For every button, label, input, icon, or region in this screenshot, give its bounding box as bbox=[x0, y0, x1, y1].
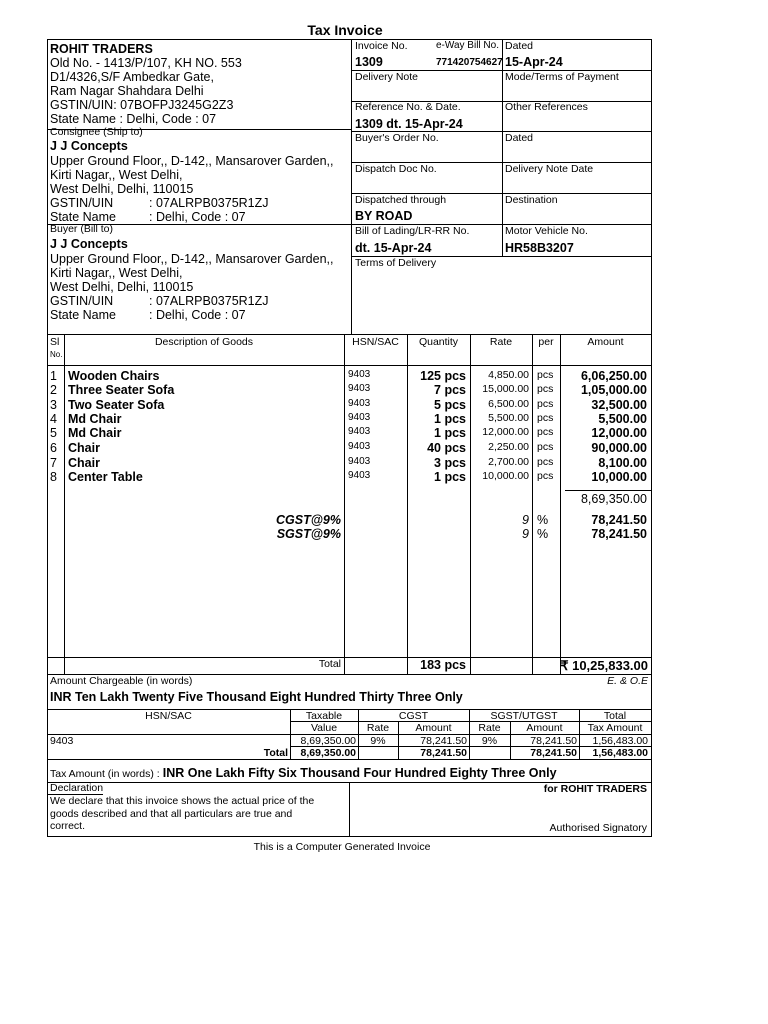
item-quantity: 1 pcs bbox=[434, 470, 466, 484]
cgst-rate-label: Rate bbox=[366, 722, 390, 734]
item-per: pcs bbox=[537, 470, 554, 482]
col-quantity: Quantity bbox=[418, 336, 459, 348]
consignee-block bbox=[50, 126, 348, 224]
tax-row-sgst-amount: 78,241.50 bbox=[530, 735, 577, 747]
item-description: Md Chair bbox=[68, 426, 122, 440]
tax-col-value: Value bbox=[310, 722, 338, 734]
item-hsn: 9403 bbox=[348, 426, 371, 437]
col-no: No. bbox=[50, 350, 63, 359]
col-hsn: HSN/SAC bbox=[352, 336, 399, 348]
item-sl: 6 bbox=[50, 441, 57, 455]
reference-label: Reference No. & Date. bbox=[355, 101, 461, 113]
tax-row-total: 1,56,483.00 bbox=[592, 735, 648, 747]
seller-line: D1/4326,S/F Ambedkar Gate, bbox=[50, 70, 214, 84]
declaration-text bbox=[50, 795, 314, 833]
item-rate: 10,000.00 bbox=[482, 470, 529, 482]
tax-row-cgst-amount: 78,241.50 bbox=[420, 735, 467, 747]
footer-note: This is a Computer Generated Invoice bbox=[253, 841, 431, 853]
consignee-gstin: : 07ALRPB0375R1ZJ bbox=[149, 196, 269, 210]
sgst-amount-label: Amount bbox=[526, 722, 563, 734]
col-rate: Rate bbox=[489, 336, 513, 348]
tax-col-hsn: HSN/SAC bbox=[145, 710, 192, 722]
grand-total: ₹ 10,25,833.00 bbox=[560, 658, 648, 673]
tax-total-amount: 1,56,483.00 bbox=[592, 747, 648, 759]
item-amount: 1,05,000.00 bbox=[580, 383, 647, 397]
dispatched-through: BY ROAD bbox=[355, 209, 413, 223]
tax-amount: 78,241.50 bbox=[591, 527, 647, 541]
tax-per: % bbox=[537, 527, 549, 541]
item-quantity: 1 pcs bbox=[434, 426, 466, 440]
item-rate: 12,000.00 bbox=[482, 426, 529, 438]
col-sl: Sl bbox=[50, 336, 60, 348]
item-hsn: 9403 bbox=[348, 441, 371, 452]
item-amount: 10,000.00 bbox=[591, 470, 647, 484]
reference-value: 1309 dt. 15-Apr-24 bbox=[355, 117, 463, 131]
consignee-state-label: State Name bbox=[50, 210, 117, 224]
item-sl: 3 bbox=[50, 398, 57, 412]
mode-terms-label: Mode/Terms of Payment bbox=[505, 71, 619, 83]
dated-label: Dated bbox=[505, 40, 534, 52]
item-per: pcs bbox=[537, 383, 554, 395]
other-references-label: Other References bbox=[505, 101, 588, 113]
tax-total-label: Total bbox=[263, 747, 288, 759]
dated2-label: Dated bbox=[505, 132, 534, 144]
buyer-state-label: State Name bbox=[50, 308, 117, 322]
item-per: pcs bbox=[537, 426, 554, 438]
consignee-address: Upper Ground Floor,, D-142,, Mansarover Garden,, bbox=[50, 154, 334, 168]
authorised-signatory: Authorised Signatory bbox=[549, 822, 647, 834]
seller-line: Old No. - 1413/P/107, KH NO. 553 bbox=[50, 56, 242, 70]
consignee-label: Consignee (Ship to) bbox=[50, 126, 143, 138]
item-per: pcs bbox=[537, 398, 554, 410]
dispatched-through-label: Dispatched through bbox=[355, 194, 447, 206]
buyer-address: West Delhi, Delhi, 110015 bbox=[50, 280, 194, 294]
col-description: Description of Goods bbox=[154, 336, 254, 348]
item-quantity: 5 pcs bbox=[434, 398, 466, 412]
tax-total-taxable: 8,69,350.00 bbox=[300, 747, 356, 759]
item-sl: 4 bbox=[50, 412, 57, 426]
item-description: Md Chair bbox=[68, 412, 122, 426]
destination-label: Destination bbox=[505, 194, 558, 206]
invoice-date: 15-Apr-24 bbox=[505, 55, 563, 69]
item-quantity: 125 pcs bbox=[420, 369, 466, 383]
buyer-state: : Delhi, Code : 07 bbox=[149, 308, 246, 322]
item-hsn: 9403 bbox=[348, 412, 371, 423]
buyer-gstin-label: GSTIN/UIN bbox=[50, 294, 114, 308]
tax-col-total-amount: Tax Amount bbox=[587, 722, 643, 734]
tax-col-cgst: CGST bbox=[398, 710, 429, 722]
tax-name: SGST@9% bbox=[276, 527, 341, 541]
tax-col-taxable: Taxable bbox=[305, 710, 343, 722]
declaration-label: Declaration bbox=[50, 782, 104, 794]
item-amount: 12,000.00 bbox=[591, 426, 647, 440]
terms-of-delivery-label: Terms of Delivery bbox=[355, 257, 437, 269]
motor-vehicle-label: Motor Vehicle No. bbox=[505, 225, 588, 237]
seller-state: State Name : Delhi, Code : 07 bbox=[50, 112, 217, 126]
buyer-gstin: : 07ALRPB0375R1ZJ bbox=[149, 294, 269, 308]
invoice-no: 1309 bbox=[355, 55, 383, 69]
item-sl: 7 bbox=[50, 456, 57, 470]
item-rate: 2,700.00 bbox=[488, 456, 529, 468]
item-hsn: 9403 bbox=[348, 383, 371, 394]
item-rate: 5,500.00 bbox=[488, 412, 529, 424]
motor-vehicle: HR58B3207 bbox=[505, 241, 574, 255]
tax-total-cgst: 78,241.50 bbox=[420, 747, 467, 759]
item-amount: 32,500.00 bbox=[591, 398, 647, 412]
consignee-name: J J Concepts bbox=[50, 139, 128, 153]
seller-line: Ram Nagar Shahdara Delhi bbox=[50, 84, 204, 98]
subtotal: 8,69,350.00 bbox=[580, 492, 647, 506]
tax-row-taxable: 8,69,350.00 bbox=[300, 735, 356, 747]
tax-per: % bbox=[537, 513, 549, 527]
declaration-line: correct. bbox=[50, 820, 86, 832]
item-quantity: 40 pcs bbox=[427, 441, 466, 455]
item-amount: 8,100.00 bbox=[598, 456, 647, 470]
col-amount: Amount bbox=[587, 336, 624, 348]
item-hsn: 9403 bbox=[348, 369, 371, 380]
consignee-gstin-label: GSTIN/UIN bbox=[50, 196, 114, 210]
item-sl: 1 bbox=[50, 369, 57, 383]
eway-bill-no: 771420754627 bbox=[436, 57, 503, 68]
tax-rate: 9 bbox=[522, 527, 529, 541]
bill-of-lading-label: Bill of Lading/LR-RR No. bbox=[355, 225, 470, 237]
buyer-address: Upper Ground Floor,, D-142,, Mansarover Garden,, bbox=[50, 252, 334, 266]
item-rate: 6,500.00 bbox=[488, 398, 529, 410]
tax-row-hsn: 9403 bbox=[50, 735, 74, 747]
amount-in-words: INR Ten Lakh Twenty Five Thousand Eight Hundred Thirty Three Only bbox=[50, 690, 463, 704]
item-sl: 5 bbox=[50, 426, 57, 440]
item-description: Two Seater Sofa bbox=[68, 398, 165, 412]
tax-amount: 78,241.50 bbox=[591, 513, 647, 527]
amount-words-label: Amount Chargeable (in words) bbox=[50, 675, 193, 687]
buyers-order-label: Buyer's Order No. bbox=[355, 132, 439, 144]
item-rate: 15,000.00 bbox=[482, 383, 529, 395]
buyer-name: J J Concepts bbox=[50, 237, 128, 251]
declaration-line: We declare that this invoice shows the actual price of the bbox=[50, 795, 315, 807]
item-hsn: 9403 bbox=[348, 470, 371, 481]
seller-gstin: GSTIN/UIN: 07BOFPJ3245G2Z3 bbox=[50, 98, 234, 112]
item-quantity: 3 pcs bbox=[434, 456, 466, 470]
item-amount: 90,000.00 bbox=[591, 441, 647, 455]
delivery-note-label: Delivery Note bbox=[355, 71, 419, 83]
tax-name: CGST@9% bbox=[276, 513, 341, 527]
tax-words-line bbox=[50, 766, 557, 780]
item-description: Center Table bbox=[68, 470, 143, 484]
item-amount: 5,500.00 bbox=[598, 412, 647, 426]
seller-name: ROHIT TRADERS bbox=[50, 42, 153, 56]
seller-block bbox=[50, 42, 348, 126]
item-per: pcs bbox=[537, 456, 554, 468]
buyer-block bbox=[50, 223, 348, 322]
for-company: for ROHIT TRADERS bbox=[543, 783, 647, 795]
tax-col-total: Total bbox=[603, 710, 627, 722]
tax-row-cgst-rate: 9% bbox=[370, 735, 386, 747]
item-per: pcs bbox=[537, 441, 554, 453]
item-rate: 2,250.00 bbox=[488, 441, 529, 453]
tax-rate: 9 bbox=[522, 513, 529, 527]
item-hsn: 9403 bbox=[348, 398, 371, 409]
item-quantity: 1 pcs bbox=[434, 412, 466, 426]
buyer-label: Buyer (Bill to) bbox=[50, 223, 114, 235]
delivery-note-date-label: Delivery Note Date bbox=[505, 163, 594, 175]
tax-words-label: Tax Amount (in words) : bbox=[50, 768, 160, 780]
dispatch-doc-label: Dispatch Doc No. bbox=[355, 163, 437, 175]
eway-label: e-Way Bill No. bbox=[436, 40, 499, 51]
tax-col-sgst: SGST/UTGST bbox=[490, 710, 558, 722]
tax-in-words: INR One Lakh Fifty Six Thousand Four Hundred Eighty Three Only bbox=[162, 766, 557, 780]
sgst-rate-label: Rate bbox=[478, 722, 501, 734]
item-description: Three Seater Sofa bbox=[68, 383, 175, 397]
cgst-amount-label: Amount bbox=[415, 722, 452, 734]
item-description: Wooden Chairs bbox=[68, 369, 160, 383]
invoice-no-label: Invoice No. bbox=[355, 40, 408, 52]
col-per: per bbox=[538, 336, 554, 348]
consignee-state: : Delhi, Code : 07 bbox=[149, 210, 246, 224]
item-hsn: 9403 bbox=[348, 456, 371, 467]
item-quantity: 7 pcs bbox=[434, 383, 466, 397]
total-quantity: 183 pcs bbox=[420, 658, 466, 672]
page-title: Tax Invoice bbox=[307, 22, 383, 38]
tax-total-sgst: 78,241.50 bbox=[530, 747, 577, 759]
declaration-line: goods described and that all particulars are true and bbox=[50, 807, 293, 820]
buyer-address: Kirti Nagar,, West Delhi, bbox=[50, 266, 183, 280]
item-description: Chair bbox=[68, 441, 100, 455]
tax-row-sgst-rate: 9% bbox=[481, 735, 498, 747]
item-per: pcs bbox=[537, 412, 554, 424]
item-amount: 6,06,250.00 bbox=[580, 369, 647, 383]
item-sl: 8 bbox=[50, 470, 57, 484]
eoe: E. & O.E bbox=[607, 675, 648, 687]
consignee-address: Kirti Nagar,, West Delhi, bbox=[50, 168, 183, 182]
bill-of-lading: dt. 15-Apr-24 bbox=[355, 241, 432, 255]
item-rate: 4,850.00 bbox=[488, 369, 529, 381]
item-sl: 2 bbox=[50, 383, 57, 397]
consignee-address: West Delhi, Delhi, 110015 bbox=[50, 182, 194, 196]
total-label: Total bbox=[318, 658, 341, 670]
item-description: Chair bbox=[68, 456, 100, 470]
item-per: pcs bbox=[537, 369, 554, 381]
